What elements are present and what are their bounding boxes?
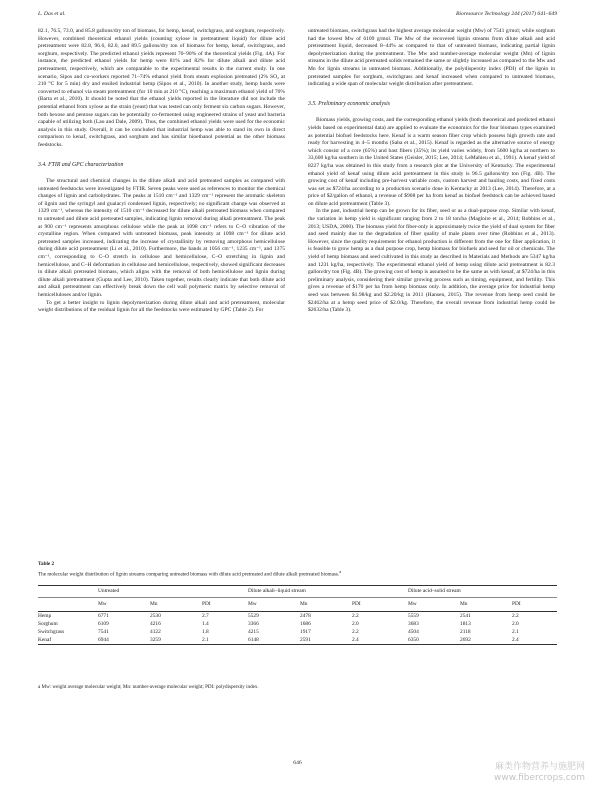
journal-citation-header: Bioresource Technology 244 (2017) 641–649 (456, 11, 557, 17)
table-caption (38, 568, 557, 579)
table-row (38, 611, 557, 620)
table-cell: 1813 (460, 620, 471, 627)
data-table (38, 585, 557, 645)
row-label: Hemp (38, 612, 52, 619)
table-cell: 6109 (98, 620, 109, 627)
table-cell: 4215 (248, 628, 259, 635)
watermark-url: www.fibercrops.com (494, 773, 585, 783)
paragraph: Biomass yields, growing costs, and the corresponding ethanol yields (both theoretical and predicted ethanol yields based on experimental data) are applied to evaluate the economics for the four biomass types examined as potential biofuel feedstocks here. Kenaf is a warm season fiber crop which possess high growth rate and ready for harvesting in 4–5 months (Saba et al., 2015). Kenaf is regarded as the alternative source of energy which consist of a core (65%) and bast fibers (35%); its yield varies widely, from 5600 kg/ha at northern to 33,600 kg/ha southern in the United States (Geisler, 2015; Lee, 2014; LeMahieu et al., 1991). A kenaf yield of 8227 kg/ha was obtained in this study from a research plot at the University of Kentucky. The experimental ethanol yield of kenaf using dilute acid pretreatment in this study is 96.5 gallons/dry ton (Fig. 4B). The growing cost of kenaf including pre-harvest variable costs, custom harvest and hauling costs, and fixed costs was set as $724/ha according to a production scenario done in Kentucky at 2013 (Lee, 2014). Therefore, at a price of $2/gallon of ethanol, a revenue of $908 per ha from kenaf as biofuel feedstock can be achieved based on dilute acid pretreatment (Table 3). (308, 117, 555, 207)
table-cell: 2.7 (202, 612, 209, 619)
row-label: Switchgrass (38, 628, 65, 635)
row-label: Kenaf (38, 636, 98, 645)
table-cell: 2.2 (352, 628, 359, 635)
col-header-pdi: PDI (512, 597, 557, 611)
left-column (38, 28, 285, 315)
table-cell: 2.4 (512, 636, 557, 645)
table-cell: 2591 (300, 636, 352, 645)
table-cell: 5529 (248, 612, 259, 619)
table-row (38, 620, 557, 628)
sub-header-row (38, 597, 557, 611)
group-header-row (38, 585, 557, 597)
table-cell: 4122 (150, 628, 161, 635)
paragraph: In the past, industrial hemp can be grown for its fiber, seed or as a dual-purpose crop. Similar with kenaf, the variation in hemp yield is significant ranging from 2 to 18 ton/ha (Magloire et al., 2014; Robbins et al., 2013; USDA, 2000). The biomass yield for fiber-only is approximately twice the yield of dual system for fiber and seed mainly due to the degradation of fiber quality of male plants over time (Robbins et al., 2013). However, since the quality requirement for ethanol production is different from the one for fiber application, it is feasible to grow hemp as a dual purpose crop, hemp biomass for biofuels and seed for oil or chemicals. The yield of hemp biomass and seed cultivated in this study as described in Materials and Methods are 5347 kg/ha and 1231 kg/ha, respectively. The experimental ethanol yield of hemp using dilute acid pretreatment is 82.3 gallon/dry ton (Fig. 4B). The growing cost of hemp is assumed to be the same as with kenaf, at $724/ha in this preliminary analysis, considering their similar growing process such as timing, equipment, and fertility. This gives a revenue of $170 per ha from hemp biomass only. In addition, the average price for industrial hemp seed was between $1.98/kg and $2.20/kg in 2011 (Hansen, 2015). The revenue from hemp seed could be $2462/ha at a hemp seed price of $2.0/kg. Therefore, the overall revenue from industrial hemp could be $2632/ha (Table 3). (308, 208, 555, 314)
table-cell: 2.0 (512, 620, 519, 627)
table-caption-text: The molecular weight distribution of lignin streams comparing untreated biomass with dilute acid pretreated and dilute alkali pretreated biomass. (38, 571, 340, 578)
table-label: Table 2 (38, 561, 55, 567)
table-cell: 6350 (408, 636, 460, 645)
table-cell: 4216 (150, 620, 161, 627)
table-cell: 2.4 (352, 636, 408, 645)
table-cell: 2530 (150, 612, 161, 619)
table-cell: 1917 (300, 628, 311, 635)
table-cell: 2692 (460, 636, 512, 645)
row-label: Sorghum (38, 620, 58, 627)
table-cell: 5559 (408, 612, 419, 619)
running-header (38, 11, 557, 23)
table-cell: 2.2 (512, 612, 519, 619)
watermark-title: 麻类作物营养与施肥网 (494, 762, 585, 772)
section-heading-3-4: 3.4. FTIR and GPC characterization (38, 161, 124, 168)
table-cell: 2.2 (352, 612, 359, 619)
page-number: 646 (293, 760, 302, 766)
col-header-mw: Mw (98, 597, 150, 611)
table-cell: 7541 (98, 628, 109, 635)
table-cell: 2541 (460, 612, 471, 619)
col-header-mw: Mw (408, 597, 460, 611)
group-header-acid: Dilute acid–solid stream (408, 585, 557, 597)
table-row (38, 628, 557, 636)
paragraph: To get a better insight to lignin depolymerization during dilute alkali and acid pretreatment, molecular weight distributions of the residual lignin for all the feedstocks were estimated by GPC (Table 2). For (38, 299, 285, 314)
col-header-mn: Mn (150, 597, 202, 611)
table-cell: 6944 (98, 636, 150, 645)
table-cell: 1.8 (202, 628, 209, 635)
col-header-mn: Mn (460, 597, 512, 611)
table-cell: 6771 (98, 612, 109, 619)
table-row (38, 636, 557, 645)
paragraph: 82.1, 76.5, 73.0, and 85.8 gallons/dry ton of biomass, for hemp, kenaf, switchgrass, and sorghum, respectively. However, combined theoretical ethanol yields (counting xylose in pretreatment liquid) for dilute acid pretreatment were 82.8, 96.6, 82.0, and 89.5 gallons/dry ton of biomass for hemp, kenaf, switchgrass, and sorghum, respectively. The predicted ethanol yields represent 70–90% of the theoretical yields (Fig. 4A). For instance, the predicted ethanol yields for hemp were 81% and 82% for dilute alkali and dilute acid pretreatment, respectively, which are comparable to the experimental results in the current study. In one scenario, Sipos and co-workers reported 71–74% ethanol yield from steam explosion pretreated (2% SO₂ at 210 °C for 5 min) dry and ensiled industrial hemp (Sipos et al., 2010). In another study, hemp hurds were converted to ethanol via steam pretreatment (for 10 min at 210 °C), reaching a maximum ethanol yield of 70% (Barta et al., 2010). It should be noted that the ethanol yields reported in the literature did not include the potential ethanol from xylose as the strain (yeast) that was tested can only ferment six carbon sugars. However, both hexose and pentose sugars can be potentially co-fermented using engineered strains of yeast and bacteria capable of utilizing both (Lau and Dale, 2009). Thus, the combined ethanol yields were used for the economic analysis in this study. Overall, it can be concluded that industrial hemp was able to stand its own in direct comparison to kenaf, switchgrass, and sorghum and has similar bioethanol potential as the other biomass feedstocks. (38, 28, 285, 148)
table-cell: 3366 (248, 620, 259, 627)
table-cell: 2.1 (202, 636, 248, 645)
table-2 (38, 561, 557, 645)
paragraph: untreated biomass, switchgrass had the highest average molecular weight (Mw) of 7541 g/mol; while sorghum had the lowest Mw of 6109 g/mol. The Mw of the recovered lignin streams from dilute alkali and acid pretreatment liquid, decreased 8–44% as compared to that of untreated biomass, indicating partial lignin depolymerization during the pretreatment. The Mw and number-average molecular weight (Mn) of lignin streams in the dilute acid pretreated solids remained the same or slightly increased as compared to the Mw and Mn for lignin streams in untreated biomass. Additionally, the polydispersity index (PDI) of the lignin in pretreated samples for sorghum, switchgrass and kenaf increased when compared to untreated biomass, indicating a wide span of molecular weight distribution after pretreatment. (308, 28, 555, 88)
group-header-alkali: Dilute alkali–liquid stream (248, 585, 408, 597)
group-header-untreated: Untreated (98, 585, 248, 597)
paragraph: The structural and chemical changes in the dilute alkali and acid pretreated samples as compared with untreated feedstocks were investigated by FTIR. Seven peaks were used as references to monitor the chemical changes of lignin and carbohydrates. The peaks at 1510 cm⁻¹ and 1329 cm⁻¹ represent the aromatic skeleton of lignin and the syringyl and guaiacyl condensed lignin, respectively; no significant change was observed at 1329 cm⁻¹, whereas the intensity of 1510 cm⁻¹ decreased for dilute alkali pretreated biomass when compared to untreated and dilute acid pretreated samples, indicating lignin removal during alkali pretreatment. The peak at 900 cm⁻¹ represents amorphous cellulose while the peak at 1098 cm⁻¹ refers to C–O vibration of the crystalline region. When compared with untreated biomass, peak intensity at 1098 cm⁻¹ for dilute acid pretreated samples increased, indicating the increase of crystallinity by removing amorphous hemicellulose during dilute acid pretreatment (Li et al., 2010). Furthermore, the bands at 1056 cm⁻¹, 1235 cm⁻¹, and 1375 cm⁻¹, corresponding to C–O stretch in cellulose and hemicellulose, C–O stretching in lignin and hemicellulose, and C–H deformation in cellulose and hemicellulose, respectively, showed significant decreases in dilute alkali pretreated biomass, which aligns with the removal of both hemicellulose and lignin during dilute alkali pretreatment (Gupta and Lee, 2010). Taken together, results clearly indicate that both dilute acid and alkali pretreatment can effectively break down the cell wall polymeric matrix by selective removal of hemicelluloses and/or lignin. (38, 178, 285, 298)
table-cell: 3683 (408, 620, 419, 627)
col-header-mw: Mw (248, 597, 300, 611)
table-cell: 2478 (300, 612, 311, 619)
watermark (494, 762, 585, 784)
table-cell: 2.0 (352, 620, 359, 627)
table-cell: 1686 (300, 620, 311, 627)
table-cell: 1.4 (202, 620, 209, 627)
table-cell: 4504 (408, 628, 419, 635)
right-column (308, 28, 555, 315)
table-cell: 2118 (460, 628, 471, 635)
table-footnote: a Mw: weight average molecular weight; Mn: number-average molecular weight; PDI: polydispersity index. (38, 684, 259, 690)
col-header-mn: Mn (300, 597, 352, 611)
author-header: L. Das et al. (38, 11, 66, 17)
table-cell: 2.1 (512, 628, 519, 635)
table-cell: 3259 (150, 636, 202, 645)
table-caption-footnote-mark: a (339, 569, 342, 574)
col-header-pdi: PDI (352, 597, 408, 611)
table-cell: 6148 (248, 636, 300, 645)
col-header-pdi: PDI (202, 597, 248, 611)
section-heading-3-5: 3.5. Preliminary economic analysis (308, 100, 391, 107)
